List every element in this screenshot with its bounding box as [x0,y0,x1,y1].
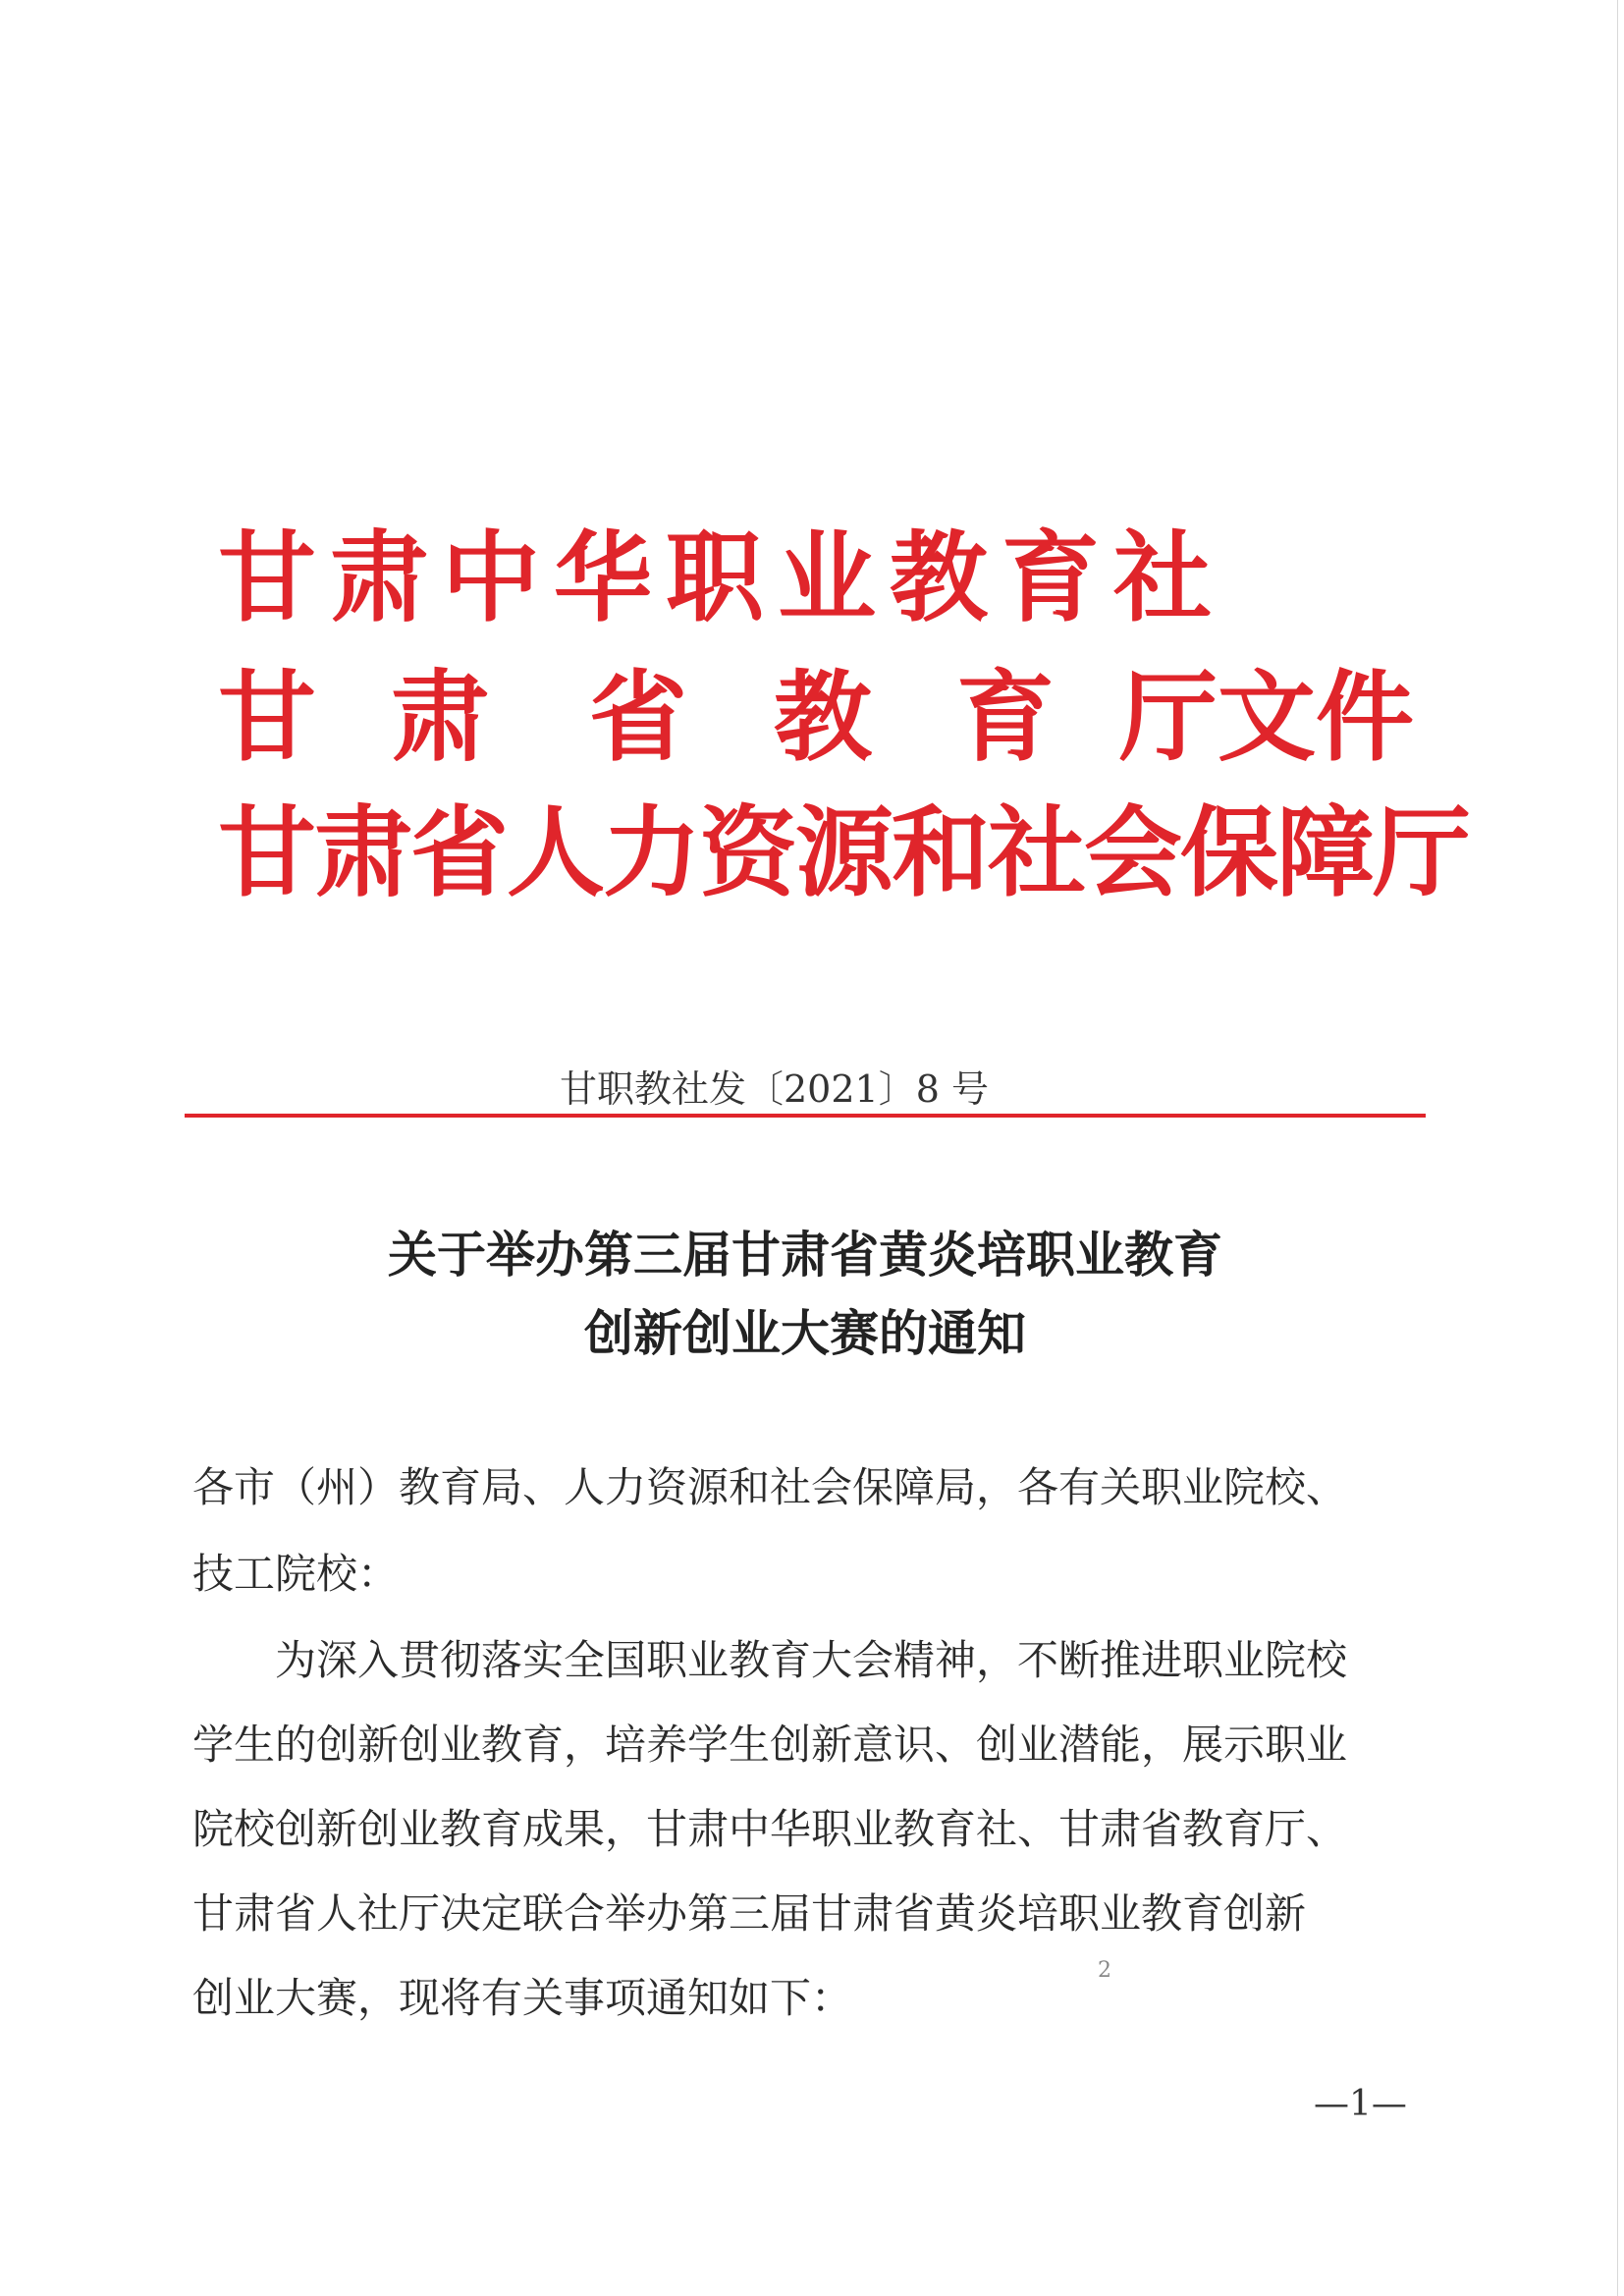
body-line: 各市（州）教育局、人力资源和社会保障局，各有关职业院校、 [192,1463,1348,1511]
header-line-2-char: 甘 [218,659,316,775]
body-line: 院校创新创业教育成果，甘肃中华职业教育社、甘肃省教育厅、 [192,1805,1348,1853]
header-line-3: 甘肃省人力资源和社会保障厅 [218,794,1469,910]
page-number: —1— [1314,2084,1407,2124]
header-line-2-char: 育 [956,659,1055,775]
body-line: 甘肃省人社厅决定联合举办第三届甘肃省黄炎培职业教育创新 [192,1889,1307,1938]
body-line: 学生的创新创业教育，培养学生创新意识、创业潜能，展示职业 [192,1721,1348,1769]
document-number: 甘职教社发〔2021〕8 号 [560,1067,989,1111]
body-line: 技工院校： [192,1550,400,1598]
body-line: 为深入贯彻落实全国职业教育大会精神，不断推进职业院校 [192,1636,1348,1684]
header-line-1: 甘肃中华职业教育社 [218,519,1225,635]
notice-title-line-1: 关于举办第三届甘肃省黄炎培职业教育 [388,1226,1222,1284]
header-line-2-char: 省 [589,659,687,775]
header-line-2-char: 肃 [391,659,489,775]
stray-scan-mark: 2 [1098,1958,1111,1983]
header-line-2-tail: 厅文件 [1119,659,1414,775]
notice-title-line-2: 创新创业大赛的通知 [584,1304,1026,1362]
red-separator [185,1114,1426,1118]
header-line-2-char: 教 [774,659,872,775]
body-line: 创业大赛，现将有关事项通知如下： [192,1974,853,2022]
scan-edge [1617,0,1618,2296]
